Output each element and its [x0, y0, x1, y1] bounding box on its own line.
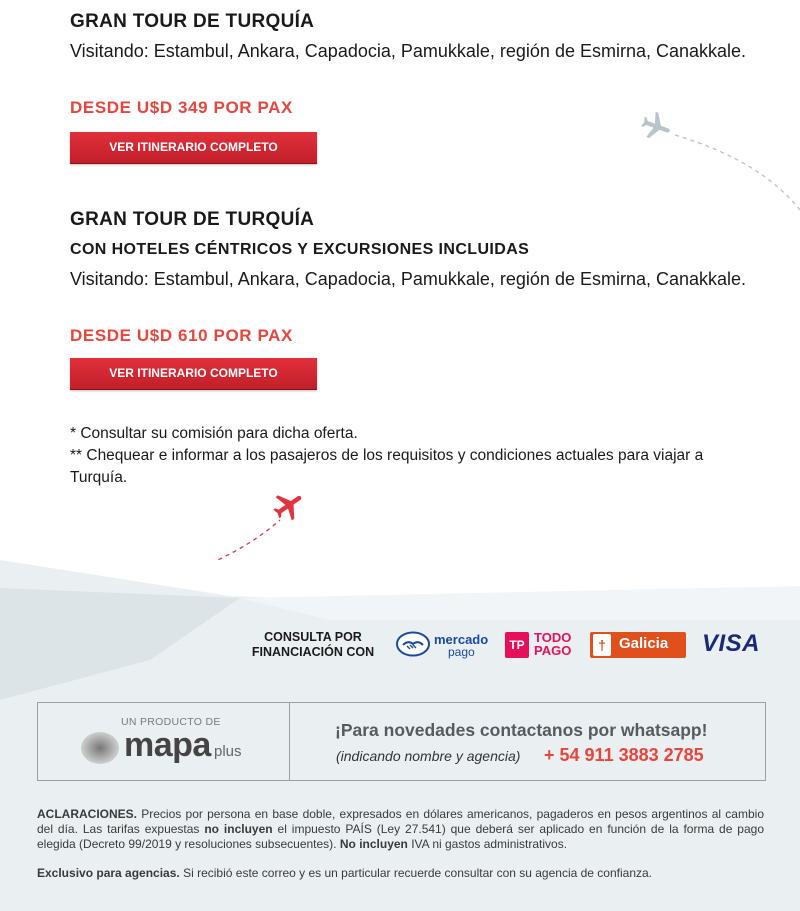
- todopago-word1: TODO: [534, 630, 572, 645]
- contact-box-divider: [289, 703, 290, 780]
- visa-logo: VISA: [702, 630, 761, 657]
- disclaimer: [37, 807, 764, 852]
- todopago-word2: PAGO: [534, 643, 572, 658]
- globe-icon: [80, 730, 120, 766]
- mapaplus-logo: [80, 726, 260, 770]
- dashed-path-grey: [675, 135, 800, 210]
- disclaimer-bold-a: no incluyen: [204, 822, 273, 836]
- disclaimer-text-b: el impuesto PAÍS (Ley 27.541) que deberá ser aplicado en función de la forma de pago elegida (Decreto 99/2019 y resoluciones subsecuentes).: [37, 822, 764, 851]
- brand-tagline: UN PRODUCTO DE: [121, 716, 221, 728]
- whatsapp-phone[interactable]: + 54 911 3883 2785: [544, 745, 704, 765]
- exclusive-text: Si recibió este correo y es un particular recuerde consultar con su agencia de confianza.: [179, 866, 653, 880]
- tour1-itinerary-button[interactable]: VER ITINERARIO COMPLETO: [70, 132, 317, 164]
- financing-label: [248, 630, 378, 660]
- mercadopago-logo: [396, 630, 488, 662]
- mercadopago-word1: mercado: [434, 632, 489, 647]
- tour1-price: DESDE U$D 349 POR PAX: [70, 98, 293, 117]
- handshake-icon: [396, 631, 430, 657]
- tour1-title: GRAN TOUR DE TURQUÍA: [70, 11, 315, 32]
- financing-label-line1: CONSULTA POR: [264, 630, 362, 644]
- note-requirements: ** Chequear e informar a los pasajeros de los requisitos y condiciones actuales para viajar a Turquía.: [70, 447, 704, 486]
- brand-name-suffix: plus: [214, 743, 242, 760]
- galicia-word: Galicia: [619, 635, 669, 652]
- disclaimer-label: ACLARACIONES.: [37, 807, 138, 821]
- galicia-logo: [590, 632, 686, 658]
- galicia-cross-icon: †: [593, 634, 611, 656]
- brand-name: mapa: [124, 726, 211, 764]
- tour2-price: DESDE U$D 610 POR PAX: [70, 326, 293, 345]
- todopago-logo: [505, 630, 575, 660]
- tour2-title: GRAN TOUR DE TURQUÍA: [70, 209, 315, 230]
- tour2-itinerary-button[interactable]: VER ITINERARIO COMPLETO: [70, 358, 317, 390]
- contact-headline: ¡Para novedades contactanos por whatsapp!: [335, 720, 708, 740]
- disclaimer-text-a: Precios por persona en base doble, expresados en dólares americanos, pagaderos en pesos argentinos al cambio del día. Las tarifas expuestas: [37, 807, 764, 836]
- disclaimer-text-c: IVA ni gastos administrativos.: [407, 837, 568, 851]
- mercadopago-word2: pago: [448, 645, 475, 659]
- tour2-itinerary: Visitando: Estambul, Ankara, Capadocia, Pamukkale, región de Esmirna, Canakkale.: [70, 269, 747, 289]
- disclaimer-bold-b: No incluyen: [339, 837, 408, 851]
- contact-note: (indicando nombre y agencia): [336, 748, 521, 764]
- airplane-icon-grey: [637, 110, 675, 149]
- exclusive-label: Exclusivo para agencias.: [37, 866, 180, 880]
- exclusive-note: [37, 866, 764, 881]
- todopago-badge: TP: [505, 632, 529, 658]
- note-commission: * Consultar su comisión para dicha oferta.: [70, 425, 358, 442]
- tour1-itinerary: Visitando: Estambul, Ankara, Capadocia, Pamukkale, región de Esmirna, Canakkale.: [70, 41, 747, 61]
- tour2-subtitle: CON HOTELES CÉNTRICOS Y EXCURSIONES INCLUIDAS: [70, 241, 530, 258]
- airplane-icon-red: [270, 488, 308, 529]
- financing-label-line2: FINANCIACIÓN CON: [251, 645, 375, 659]
